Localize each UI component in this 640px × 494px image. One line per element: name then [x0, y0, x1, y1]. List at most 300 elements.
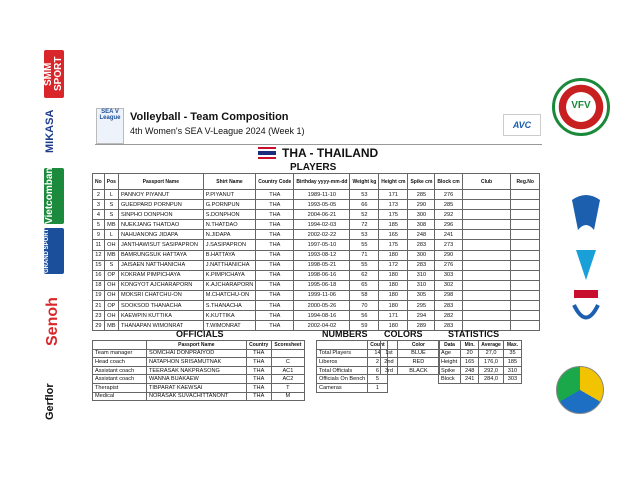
- players-cell: THA: [256, 190, 294, 200]
- players-cell: [511, 190, 540, 200]
- players-cell: 305: [408, 290, 435, 300]
- players-cell: 16: [93, 270, 105, 280]
- players-cell: [511, 230, 540, 240]
- officials-cell: TEERASAK NAKPRASONG: [147, 366, 247, 375]
- players-cell: 289: [408, 321, 435, 331]
- officials-header-cell: [93, 341, 147, 350]
- officials-header-cell: Passport Name: [147, 341, 247, 350]
- players-row: [93, 290, 540, 300]
- players-cell: 283: [435, 321, 462, 331]
- players-cell: BAMRUNGSUK HATTAYA: [118, 250, 203, 260]
- sea-v-league-logo-text: SEA V League: [99, 109, 121, 121]
- colors-cell: BLUE: [397, 349, 439, 358]
- players-cell: 4: [93, 210, 105, 220]
- statistics-cell: 35: [503, 349, 521, 358]
- players-cell: 290: [408, 200, 435, 210]
- players-cell: KONGYOT AJCHARAPORN: [118, 280, 203, 290]
- players-cell: 66: [350, 200, 379, 210]
- statistics-cell: 292,0: [479, 366, 504, 375]
- sea-v-league-logo: [96, 108, 124, 144]
- colors-cell: 3rd: [381, 366, 398, 375]
- players-cell: 65: [350, 280, 379, 290]
- officials-cell: THA: [246, 366, 271, 375]
- avc-logo: AVC: [503, 114, 541, 136]
- players-cell: 15: [93, 260, 105, 270]
- statistics-header-row: [439, 341, 522, 350]
- statistics-row: [439, 349, 522, 358]
- players-cell: 19: [93, 290, 105, 300]
- players-cell: S: [104, 210, 118, 220]
- colors-cell: RED: [397, 358, 439, 367]
- players-row: [93, 250, 540, 260]
- colors-cell: 1st: [381, 349, 398, 358]
- officials-cell: THA: [246, 375, 271, 384]
- players-header-cell: Spike cm: [408, 174, 435, 190]
- numbers-table: [316, 340, 388, 393]
- players-cell: 171: [379, 311, 408, 321]
- players-cell: JANTHAWISUT SASIPAPRON: [118, 240, 203, 250]
- statistics-cell: 310: [503, 366, 521, 375]
- players-cell: 241: [435, 230, 462, 240]
- officials-cell: AC2: [271, 375, 304, 384]
- players-cell: [511, 290, 540, 300]
- players-row: [93, 240, 540, 250]
- players-cell: [462, 210, 511, 220]
- players-row: [93, 230, 540, 240]
- players-cell: 180: [379, 280, 408, 290]
- players-cell: S.THANACHA: [203, 301, 256, 311]
- players-cell: S.DONPHON: [203, 210, 256, 220]
- avc-confederation-logo: [566, 190, 606, 340]
- players-cell: [511, 270, 540, 280]
- players-cell: 165: [379, 230, 408, 240]
- players-cell: 173: [379, 200, 408, 210]
- numbers-row: [317, 366, 388, 375]
- officials-row: [93, 349, 305, 358]
- players-cell: MB: [104, 321, 118, 331]
- players-cell: 1997-05-10: [294, 240, 350, 250]
- players-cell: 11: [93, 240, 105, 250]
- players-row: [93, 280, 540, 290]
- players-cell: 1993-05-05: [294, 200, 350, 210]
- players-cell: THA: [256, 200, 294, 210]
- players-cell: [462, 311, 511, 321]
- players-cell: K.KUTTIKA: [203, 311, 256, 321]
- players-cell: 180: [379, 270, 408, 280]
- players-header-cell: Birthday yyyy-mm-dd: [294, 174, 350, 190]
- statistics-row: [439, 358, 522, 367]
- players-cell: 308: [408, 220, 435, 230]
- officials-row: [93, 375, 305, 384]
- players-cell: 62: [350, 270, 379, 280]
- officials-cell: TIBPARAT KAEWSAI: [147, 383, 247, 392]
- officials-cell: Team manager: [93, 349, 147, 358]
- players-cell: THA: [256, 311, 294, 321]
- players-cell: 310: [408, 270, 435, 280]
- players-cell: 29: [93, 321, 105, 331]
- players-cell: 303: [435, 270, 462, 280]
- colors-heading: COLORS: [384, 329, 423, 339]
- players-cell: N.THATDAO: [203, 220, 256, 230]
- players-header-cell: Pos: [104, 174, 118, 190]
- officials-row: [93, 383, 305, 392]
- players-cell: 283: [435, 301, 462, 311]
- mikasa-logo: MIKASA: [44, 109, 56, 153]
- players-cell: 2002-04-02: [294, 321, 350, 331]
- players-row: [93, 260, 540, 270]
- officials-cell: WANNA BUAKAEW: [147, 375, 247, 384]
- players-cell: S: [104, 200, 118, 210]
- players-cell: 70: [350, 301, 379, 311]
- players-cell: 59: [350, 321, 379, 331]
- players-header-row: [93, 174, 540, 190]
- volleyball-logo: [556, 366, 604, 414]
- colors-cell: 2nd: [381, 358, 398, 367]
- players-cell: 5: [93, 220, 105, 230]
- players-cell: 296: [435, 220, 462, 230]
- statistics-row: [439, 375, 522, 384]
- players-cell: 283: [408, 240, 435, 250]
- players-cell: 295: [408, 301, 435, 311]
- players-cell: 1998-05-21: [294, 260, 350, 270]
- players-cell: 21: [93, 301, 105, 311]
- statistics-header-cell: Average: [479, 341, 504, 350]
- numbers-cell: Total Players: [317, 349, 368, 358]
- players-cell: 185: [379, 220, 408, 230]
- players-cell: [511, 311, 540, 321]
- players-cell: 175: [379, 210, 408, 220]
- players-cell: THA: [256, 301, 294, 311]
- players-row: [93, 210, 540, 220]
- players-cell: [462, 230, 511, 240]
- colors-header-blank: [381, 341, 398, 350]
- players-cell: 71: [350, 250, 379, 260]
- players-cell: THA: [256, 321, 294, 331]
- players-cell: 276: [435, 260, 462, 270]
- players-cell: 180: [379, 250, 408, 260]
- players-cell: 180: [379, 290, 408, 300]
- statistics-cell: 176,0: [479, 358, 504, 367]
- statistics-cell: 185: [503, 358, 521, 367]
- statistics-cell: Block: [439, 375, 461, 384]
- players-cell: 180: [379, 321, 408, 331]
- players-cell: B.HATTAYA: [203, 250, 256, 260]
- vietcombank-logo: Vietcombank: [44, 168, 64, 224]
- players-cell: K.AJCHARAPORN: [203, 280, 256, 290]
- players-cell: [462, 301, 511, 311]
- officials-cell: THA: [246, 358, 271, 367]
- statistics-table: [438, 340, 522, 384]
- players-header-cell: Reg.No: [511, 174, 540, 190]
- players-cell: [511, 210, 540, 220]
- players-cell: [462, 220, 511, 230]
- statistics-cell: 27,0: [479, 349, 504, 358]
- officials-header-cell: Scoresheet: [271, 341, 304, 350]
- players-cell: 72: [350, 220, 379, 230]
- players-cell: 55: [350, 260, 379, 270]
- header-divider: [95, 144, 542, 145]
- players-cell: 285: [408, 190, 435, 200]
- players-cell: KOKRAM PIMPICHAYA: [118, 270, 203, 280]
- players-cell: 298: [435, 290, 462, 300]
- statistics-cell: Age: [439, 349, 461, 358]
- players-cell: OP: [104, 270, 118, 280]
- officials-cell: NORASAK SUVACHITTANONT: [147, 392, 247, 401]
- players-cell: [462, 240, 511, 250]
- players-cell: OH: [104, 280, 118, 290]
- players-cell: 285: [435, 200, 462, 210]
- page-subtitle: 4th Women's SEA V-League 2024 (Week 1): [130, 126, 305, 136]
- statistics-cell: Height: [439, 358, 461, 367]
- players-cell: 52: [350, 210, 379, 220]
- officials-row: [93, 366, 305, 375]
- players-cell: L: [104, 230, 118, 240]
- players-cell: [462, 270, 511, 280]
- players-cell: 292: [435, 210, 462, 220]
- colors-table: [380, 340, 440, 375]
- players-cell: 171: [379, 190, 408, 200]
- players-cell: J.NATTHANICHA: [203, 260, 256, 270]
- players-header-cell: Shirt Name: [203, 174, 256, 190]
- grand-sport-logo: GRAND SPORT: [44, 228, 64, 274]
- players-cell: 175: [379, 240, 408, 250]
- players-row: [93, 270, 540, 280]
- players-cell: [511, 200, 540, 210]
- players-cell: 310: [408, 280, 435, 290]
- players-cell: 282: [435, 311, 462, 321]
- players-cell: P.PIYANUT: [203, 190, 256, 200]
- officials-cell: Therapist: [93, 383, 147, 392]
- colors-cell: BLACK: [397, 366, 439, 375]
- team-name: THA - THAILAND: [282, 146, 379, 160]
- officials-cell: C: [271, 358, 304, 367]
- players-cell: 180: [379, 301, 408, 311]
- players-cell: T.WIMONRAT: [203, 321, 256, 331]
- players-cell: 3: [93, 200, 105, 210]
- players-cell: 283: [408, 260, 435, 270]
- officials-cell: NATAPHON SRISAMUTNAK: [147, 358, 247, 367]
- numbers-row: [317, 349, 388, 358]
- officials-cell: [271, 349, 304, 358]
- players-cell: JAISAEN NATTHANICHA: [118, 260, 203, 270]
- players-cell: THA: [256, 220, 294, 230]
- players-cell: THA: [256, 210, 294, 220]
- officials-cell: Assistant coach: [93, 366, 147, 375]
- players-cell: 2002-02-22: [294, 230, 350, 240]
- players-row: [93, 190, 540, 200]
- players-cell: THA: [256, 270, 294, 280]
- numbers-cell: 6: [368, 366, 387, 375]
- players-cell: N.JIDAPA: [203, 230, 256, 240]
- officials-cell: Assistant coach: [93, 375, 147, 384]
- players-cell: THA: [256, 250, 294, 260]
- vfv-federation-logo: VFV: [552, 78, 610, 136]
- players-cell: [511, 280, 540, 290]
- players-cell: 53: [350, 190, 379, 200]
- officials-cell: Head coach: [93, 358, 147, 367]
- players-cell: MB: [104, 250, 118, 260]
- players-cell: [511, 220, 540, 230]
- players-cell: J.SASIPAPRON: [203, 240, 256, 250]
- players-cell: 276: [435, 190, 462, 200]
- players-cell: 300: [408, 210, 435, 220]
- players-cell: 1998-06-16: [294, 270, 350, 280]
- players-row: [93, 220, 540, 230]
- players-cell: G.PORNPUN: [203, 200, 256, 210]
- players-cell: THANAPAN WIMONRAT: [118, 321, 203, 331]
- gerflor-logo: Gerflor: [44, 383, 56, 421]
- players-heading: PLAYERS: [290, 162, 337, 173]
- statistics-cell: 303: [503, 375, 521, 384]
- officials-header-row: [93, 341, 305, 350]
- players-header-cell: Height cm: [379, 174, 408, 190]
- statistics-cell: 248: [461, 366, 479, 375]
- players-cell: 55: [350, 240, 379, 250]
- players-cell: 9: [93, 230, 105, 240]
- officials-row: [93, 358, 305, 367]
- players-cell: L: [104, 190, 118, 200]
- players-cell: 2004-06-21: [294, 210, 350, 220]
- players-row: [93, 200, 540, 210]
- players-cell: [462, 280, 511, 290]
- statistics-heading: STATISTICS: [448, 329, 500, 339]
- players-cell: 273: [435, 240, 462, 250]
- players-cell: 302: [435, 280, 462, 290]
- players-cell: 290: [435, 250, 462, 260]
- players-cell: 1989-11-10: [294, 190, 350, 200]
- players-cell: [511, 260, 540, 270]
- players-cell: 294: [408, 311, 435, 321]
- players-cell: THA: [256, 280, 294, 290]
- players-cell: OH: [104, 240, 118, 250]
- players-cell: MOKSRI CHATCHU-ON: [118, 290, 203, 300]
- officials-cell: THA: [246, 392, 271, 401]
- players-cell: SINPHO DONPHON: [118, 210, 203, 220]
- players-cell: [511, 240, 540, 250]
- players-cell: THA: [256, 240, 294, 250]
- statistics-header-cell: Max.: [503, 341, 521, 350]
- players-cell: [462, 260, 511, 270]
- players-cell: 172: [379, 260, 408, 270]
- players-cell: THA: [256, 230, 294, 240]
- players-cell: [462, 250, 511, 260]
- players-cell: [462, 190, 511, 200]
- senoh-logo: Senoh: [44, 297, 61, 347]
- colors-header-color: Color: [397, 341, 439, 350]
- players-cell: KAEWPIN KUTTIKA: [118, 311, 203, 321]
- players-cell: GUEDPARD PORNPUN: [118, 200, 203, 210]
- numbers-row: [317, 383, 388, 392]
- players-cell: NAHUANONG JIDAPA: [118, 230, 203, 240]
- numbers-cell: Officials On Bench: [317, 375, 368, 384]
- numbers-row: [317, 358, 388, 367]
- numbers-cell: 2: [368, 358, 387, 367]
- officials-cell: SOMCHAI DONPRAIYOD: [147, 349, 247, 358]
- players-cell: [462, 290, 511, 300]
- players-header-cell: Club: [462, 174, 511, 190]
- players-cell: 300: [408, 250, 435, 260]
- officials-table: [92, 340, 305, 401]
- colors-row: [381, 358, 440, 367]
- officials-row: [93, 392, 305, 401]
- players-cell: 12: [93, 250, 105, 260]
- players-cell: THA: [256, 290, 294, 300]
- players-cell: 56: [350, 311, 379, 321]
- officials-cell: THA: [246, 349, 271, 358]
- players-cell: [511, 321, 540, 331]
- officials-heading: OFFICIALS: [176, 329, 224, 339]
- players-cell: 1993-08-12: [294, 250, 350, 260]
- players-cell: [462, 200, 511, 210]
- players-row: [93, 301, 540, 311]
- numbers-cell: 1: [368, 383, 387, 392]
- players-cell: NUEKJANG THATDAO: [118, 220, 203, 230]
- players-cell: 1999-11-06: [294, 290, 350, 300]
- numbers-heading: NUMBERS: [322, 329, 368, 339]
- players-cell: 248: [408, 230, 435, 240]
- players-header-cell: Weight kg: [350, 174, 379, 190]
- thailand-flag-icon: [258, 147, 276, 159]
- numbers-row: [317, 375, 388, 384]
- colors-header-row: [381, 341, 440, 350]
- numbers-cell: Liberos: [317, 358, 368, 367]
- numbers-cell: 5: [368, 375, 387, 384]
- players-header-cell: Country Code: [256, 174, 294, 190]
- statistics-header-cell: Data: [439, 341, 461, 350]
- statistics-cell: Spike: [439, 366, 461, 375]
- officials-header-cell: Country: [246, 341, 271, 350]
- players-header-cell: Block cm: [435, 174, 462, 190]
- statistics-cell: 20: [461, 349, 479, 358]
- players-cell: 1994-08-16: [294, 311, 350, 321]
- players-cell: 23: [93, 311, 105, 321]
- players-cell: OH: [104, 311, 118, 321]
- players-cell: 1995-06-18: [294, 280, 350, 290]
- officials-cell: M: [271, 392, 304, 401]
- players-cell: 2000-05-26: [294, 301, 350, 311]
- officials-cell: T: [271, 383, 304, 392]
- players-cell: K.PIMPICHAYA: [203, 270, 256, 280]
- players-cell: OH: [104, 290, 118, 300]
- statistics-cell: 241: [461, 375, 479, 384]
- players-cell: SOOKSOD THANACHA: [118, 301, 203, 311]
- officials-cell: THA: [246, 383, 271, 392]
- page-title: Volleyball - Team Composition: [130, 111, 289, 123]
- numbers-header-row: [317, 341, 388, 350]
- players-cell: 53: [350, 230, 379, 240]
- players-cell: 1994-02-03: [294, 220, 350, 230]
- statistics-cell: 165: [461, 358, 479, 367]
- players-header-cell: No: [93, 174, 105, 190]
- colors-row: [381, 349, 440, 358]
- players-cell: [511, 250, 540, 260]
- players-cell: S: [104, 260, 118, 270]
- statistics-row: [439, 366, 522, 375]
- players-cell: [511, 301, 540, 311]
- players-cell: OP: [104, 301, 118, 311]
- statistics-header-cell: Min.: [461, 341, 479, 350]
- numbers-cell: Total Officials: [317, 366, 368, 375]
- players-cell: 18: [93, 280, 105, 290]
- players-table: [92, 173, 540, 331]
- colors-row: [381, 366, 440, 375]
- players-cell: M.CHATCHU-ON: [203, 290, 256, 300]
- players-cell: THA: [256, 260, 294, 270]
- players-header-cell: Passport Name: [118, 174, 203, 190]
- players-cell: 2: [93, 190, 105, 200]
- numbers-header-count: Count: [368, 341, 387, 350]
- officials-cell: AC1: [271, 366, 304, 375]
